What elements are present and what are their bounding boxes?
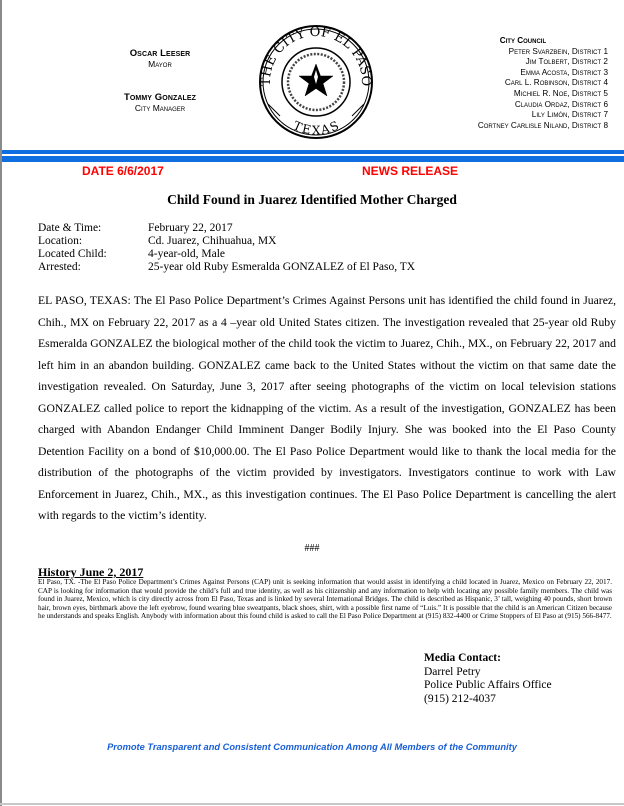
headline: Child Found in Juarez Identified Mother Charged — [167, 192, 457, 207]
fact-label: Location: — [38, 235, 83, 247]
mayor-block — [100, 48, 220, 69]
council-member: Michiel R. Noe, District 5 — [513, 88, 608, 98]
media-contact — [424, 652, 552, 706]
fact-row — [38, 261, 415, 274]
history-title: History June 2, 2017 — [38, 565, 144, 579]
media-contact-title: Media Contact: — [424, 652, 501, 664]
fact-label: Date & Time: — [38, 222, 102, 234]
fact-value: February 22, 2017 — [148, 222, 233, 234]
mayor-title: Mayor — [148, 59, 172, 69]
end-mark: ### — [304, 543, 320, 554]
fact-label: Located Child: — [38, 248, 107, 260]
council-member: Peter Svarzbein, District 1 — [508, 46, 608, 56]
release-date: DATE 6/6/2017 — [82, 164, 164, 178]
news-release-label: NEWS RELEASE — [362, 164, 459, 178]
media-contact-office: Police Public Affairs Office — [424, 679, 552, 691]
fact-row — [38, 222, 415, 235]
fact-row — [38, 248, 415, 261]
city-manager-title: City Manager — [134, 103, 186, 113]
incident-facts — [38, 222, 415, 274]
media-contact-phone: (915) 212-4037 — [424, 692, 496, 705]
city-council-title: City Council — [499, 36, 547, 45]
council-member: Emma Acosta, District 3 — [520, 67, 608, 77]
fact-value: Cd. Juarez, Chihuahua, MX — [148, 235, 277, 247]
mayor-name: Oscar Leeser — [129, 48, 191, 59]
council-member: Lily Limón, District 7 — [531, 110, 608, 120]
history-text: El Paso, TX. -The El Paso Police Department’s Crimes Against Persons (CAP) unit is seeking information that would assist in identifying a child located in Juarez, Mexico on February 22, 2017. CAP is looking for information that would provide the child’s full and true identity, as well as his citizenship and any information to help with locating any possible family members. The child was found in Juarez, Mexico, which is city directly across from El Paso, Texas and is linked by several International Bridges. The child is described as Hispanic, 3’ tall, weighing 40 pounds, short brown hair, brown eyes, birthmark above the left eyebrow, found wearing blue sweatpants, black shoes, shirt, with a possible first name of “Luis.” It is possible that the child is an American Citizen because he understands and speaks English. Anybody with information about this found child is asked to call the El Paso Police Department at (915) 832-4400 or Crime Stoppers of El Paso at (915) 566-8477. — [38, 578, 612, 621]
footer-slogan: Promote Transparent and Consistent Communication Among All Members of the Community — [107, 742, 517, 752]
city-manager-name: Tommy Gonzalez — [123, 92, 197, 103]
council-member: Jim Tolbert, District 2 — [525, 57, 608, 67]
fact-label: Arrested: — [38, 261, 81, 273]
city-council-list — [478, 36, 608, 131]
fact-value: 4-year-old, Male — [148, 248, 226, 260]
media-contact-name: Darrel Petry — [424, 665, 481, 678]
city-seal-icon — [252, 20, 380, 140]
release-body: EL PASO, TEXAS: The El Paso Police Department’s Crimes Against Persons unit has identified the child found in Juarez, Chih., MX on February 22, 2017 as a 4 –year old United States citizen. The investigation revealed that 25-year old Ruby Esmeralda GONZALEZ the biological mother of the child took the victim to Juarez, Chih., MX., on February 22, 2017 and left him in an abandon building. GONZALEZ came back to the United States without the victim on that same date the investigation revealed. On Saturday, June 3, 2017 after seeing photographs of the victim on local television stations GONZALEZ called police to report the kidnapping of the victim. As a result of the investigation, GONZALEZ has been charged with Abandon Endanger Child Imminent Danger Bodily Injury. She was booked into the El Paso County Detention Facility on a bond of $10,000.00. The El Paso Police Department would like to thank the local media for the distribution of the photographs of the victim provided by investigators. Investigators continue to work with Law Enforcement in Juarez, Chih., MX., as this investigation continues. The El Paso Police Department is cancelling the alert with regards to the victim’s identity. — [38, 294, 616, 522]
city-manager-block — [100, 92, 220, 113]
council-member: Claudia Ordaz, District 6 — [514, 99, 608, 109]
page-bottom-border — [0, 803, 624, 805]
header-divider-thick — [2, 156, 624, 162]
seal-bottom-text: TEXAS — [291, 118, 341, 138]
fact-value: 25-year old Ruby Esmeralda GONZALEZ of El Paso, TX — [148, 261, 416, 273]
council-member: Cortney Carlisle Niland, District 8 — [477, 120, 608, 130]
council-member: Carl L. Robinson, District 4 — [504, 78, 608, 88]
page-left-border — [0, 0, 2, 806]
seal-top-text: THE CITY OF EL PASO — [258, 24, 374, 87]
fact-row — [38, 235, 415, 248]
header-divider-thin — [2, 150, 624, 154]
